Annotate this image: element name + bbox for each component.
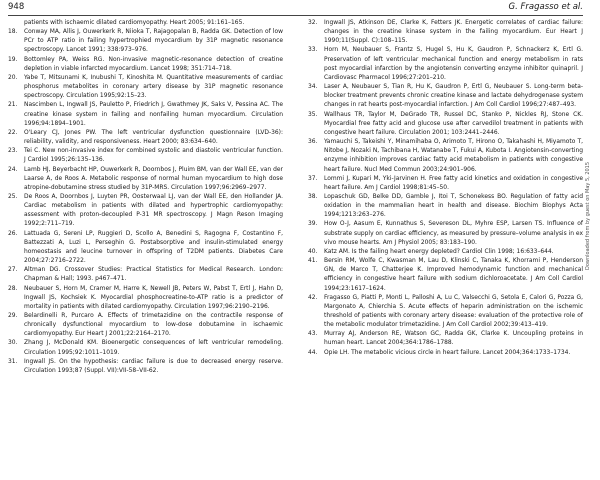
reference-text: Conway MA, Allis J, Ouwerkerk R, Niioka T, Rajagopalan B, Radda GK. Detection of low PCr to ATP ratio in failing hypertrophied myocardium by 31P magnetic resonance spectroscopy. Lancet 1991; 338:973–976. <box>24 28 283 54</box>
reference-number: 33. <box>308 46 318 54</box>
reference-text: Neubauer S, Horn M, Cramer M, Harre K, Newell JB, Peters W, Pabst T, Ertl J, Hahn D, Ingwall JS, Kochsiek K. Myocardial phosphocreatine-to-ATP ratio is a predictor of mortality in patients with dilated cardiomyopathy. Circulation 1997;96:2190–2196. <box>24 284 283 310</box>
reference-text: Yabe T, Mitsunami K, Inubushi T, Kinoshita M. Quantitative measurements of cardiac phosphorus metabolites in coronary artery disease by 31P magnetic resonance spectroscopy. Circulation 1995;92:15–23. <box>24 73 283 100</box>
reference-number: 31. <box>8 357 18 365</box>
reference-text: How O-J, Aasum E, Kunnathus S, Severeson DL, Myhre ESP, Larsen TS. Influence of substrate supply on cardiac efficiency, as measured by pressure–volume analysis in ex vivo mouse hearts. Am J Physiol 2005; 83:183–190. <box>324 220 583 246</box>
reference-text: Horn M, Neubauer S, Frantz S, Hugel S, Hu K, Gaudron P, Schnackerz K, Ertl G. Preservation of left ventricular mechanical function and energy metabolism in rats post myocardial infarction by the angiotensin converting enzyme inhibitor quinapril. J Cardiovasc Pharmacol 1996;27:201–210. <box>324 46 583 81</box>
reference-number: 36. <box>308 138 318 146</box>
reference-text: patients with ischaemic dilated cardiomyopathy. Heart 2005; 91:161–165. <box>24 19 245 26</box>
reference-number: 23. <box>8 147 18 155</box>
reference-number: 38. <box>308 192 318 200</box>
reference-text: Lopaschuk GD, Belke DD, Gamble J, Itoi T, Schonekess BO. Regulation of fatty acid oxidation in the mammalian heart in health and disease. Biochim Biophys Acta 1994;1213:263–276. <box>324 192 583 219</box>
reference-text: Altman DG. Crossover Studies: Practical Statistics for Medical Research. London: Chapman & Hall; 1993. p467–471. <box>24 266 283 283</box>
reference-text: Tei C. New non-invasive index for combined systolic and diastolic ventricular function. J Cardiol 1995;26:135–136. <box>24 147 283 164</box>
reference-entry <box>308 110 583 137</box>
reference-entry <box>308 293 583 330</box>
reference-number: 32. <box>308 19 318 26</box>
reference-number: 27. <box>8 266 18 274</box>
reference-number: 40. <box>308 247 318 255</box>
reference-entry <box>8 128 283 146</box>
reference-text: Laser A, Neubauer S, Tian R, Hu K, Gaudron P, Ertl G, Neubauer S. Long-term beta-blocker treatment prevents chronic creatine kinase and lactate dehydrogenase system changes in rat hearts post-myocardial infarction. J Am Coll Cardiol 1996;27:487–493. <box>324 83 583 109</box>
reference-text: Fragasso G, Piatti P, Monti L, Palloshi A, Lu C, Valsecchi G, Setola E, Calori G, Pozza G, Margonato A, Chierchia S. Acute effects of heparin administration on the ischemic threshold of patients with coronary artery disease: evaluation of the protective role of the metabolic modulator trimetazidine. J Am Coll Cardiol 2002;39:413–419. <box>324 293 583 329</box>
reference-number: 43. <box>308 330 318 338</box>
reference-text: Bottomley PA, Weiss RG. Non-invasive magnetic-resonance detection of creatine depletion in viable infarcted myocardium. Lancet 1998; 351:714–718. <box>24 55 283 72</box>
references-right-column <box>308 18 583 357</box>
reference-text: De Roos A, Doornbos J, Luyten PR, Oosterwaal LJ, van der Wall EE, den Hollander JA. Cardiac metabolism in patients with dilated and hypertrophic cardiomyopathy: assessment with proton-decoupled P-31 MR spectroscopy. J Magn Reson Imaging 1992;2:711–719. <box>24 192 283 228</box>
references-left-column <box>8 18 283 375</box>
page-number: 948 <box>8 2 25 12</box>
reference-text: Bersin RM, Wolfe C, Kwasman M, Lau D, Klinski C, Tanaka K, Khorrami P, Henderson GN, de Marco T, Chatterjee K. Improved hemodynamic function and mechanical efficiency in congestive heart failure with sodium dichloroacetate. J Am Coll Cardiol 1994;23:1617–1624. <box>324 257 583 292</box>
reference-text: Ingwall JS, Atkinson DE, Clarke K, Fetters JK. Energetic correlates of cardiac failure: changes in the creatine kinase system in the failing myocardium. Eur Heart J 1990;11(Suppl. C):108–115. <box>324 19 583 45</box>
reference-text: Zhang J, McDonald KM. Bioenergetic consequences of left ventricular remodeling. Circulation 1995;92:1011–1019. <box>24 339 283 356</box>
reference-text: Murray AJ, Anderson RE, Watson GC, Radda GK, Clarke K. Uncoupling proteins in human heart. Lancet 2004;364:1786–1788. <box>324 330 583 347</box>
reference-entry <box>308 219 583 246</box>
running-title: G. Fragasso et al. <box>508 2 583 12</box>
reference-number: 42. <box>308 293 318 301</box>
reference-number: 44. <box>308 348 318 356</box>
reference-number: 21. <box>8 101 18 109</box>
reference-text: Yamauchi S, Takeishi Y, Minamihaba O, Arimoto T, Hirono O, Takahashi H, Miyamoto T, Nitobe J, Nozaki N, Tachibana H, Watanabe T, Fukui A, Kubota I. Angiotensin-converting enzyme inhibition improves cardiac fatty acid metabolism in patients with congestive heart failure. Nucl Med Commun 2003;24:901–906. <box>324 138 583 173</box>
reference-entry <box>308 137 583 174</box>
reference-entry <box>308 45 583 82</box>
reference-entry <box>8 265 283 283</box>
reference-text: Belardinelli R, Purcaro A. Effects of trimetazidine on the contractile response of chronically dysfunctional myocardium to low-dose dobutamine in ischaemic cardiomyopathy. Eur Heart J 2001;22:2164–2170. <box>24 312 283 338</box>
reference-text: Lamb HJ, Beyerbacht HP, Ouwerkerk R, Doornbos J, Pluim BM, van der Wall EE, van der Laarse A, de Roos A. Metabolic response of normal human myocardium to high dose atropine-dobutamine stress studied by 31P-MRS. Circulation 1997;96:2969–2977. <box>24 165 283 191</box>
reference-entry <box>8 192 283 229</box>
reference-number: 39. <box>308 220 318 228</box>
reference-number: 34. <box>308 83 318 91</box>
reference-number: 26. <box>8 229 18 237</box>
reference-number: 28. <box>8 284 18 292</box>
reference-entry <box>308 18 583 45</box>
reference-number: 29. <box>8 312 18 319</box>
reference-number: 25. <box>8 192 18 200</box>
reference-number: 19. <box>8 55 18 63</box>
reference-entry <box>8 100 283 127</box>
header-rule <box>8 15 583 16</box>
reference-entry <box>308 256 583 293</box>
reference-text: Wallhaus TR, Taylor M, DeGrado TR, Russel DC, Stanko P, Nickles RJ, Stone CK. Myocardial free fatty acid and glucose use after carvedilol treatment in patients with congestive heart failure. Circulation 2001; 103:2441–2446. <box>324 110 583 136</box>
reference-number: 37. <box>308 174 318 182</box>
reference-entry <box>308 82 583 109</box>
reference-entry <box>308 348 583 357</box>
reference-entry <box>8 284 283 311</box>
reference-entry <box>308 329 583 347</box>
reference-number: 22. <box>8 128 18 136</box>
reference-entry <box>8 18 283 27</box>
reference-text: Katz AM. Is the failing heart energy depleted? Cardiol Clin 1998; 16:633–644. <box>324 247 554 255</box>
reference-entry <box>308 247 583 256</box>
reference-number: 35. <box>308 110 318 118</box>
reference-text: Lommi J, Kupari M, Yki-Jarvinen H. Free fatty acid kinetics and oxidation in congestive heart failure. Am J Cardiol 1998;81:45–50. <box>324 174 583 191</box>
reference-entry <box>8 165 283 192</box>
reference-entry <box>8 338 283 356</box>
reference-text: O'Leary CJ, Jones PW. The left ventricular dysfunction questionnaire (LVD-36): reliability, validity, and responsiveness. Heart 2000; 83:634–640. <box>24 128 283 146</box>
reference-entry <box>8 27 283 54</box>
reference-entry <box>8 357 283 375</box>
reference-text: Nascimben L, Ingwall JS, Pauletto P, Friedrich J, Gwathmey JK, Saks V, Pessina AC. The creatine kinase system in failing and nonfailing human myocardium. Circulation 1996;94:1894–1901. <box>24 101 283 127</box>
reference-text: Lattuada G, Sereni LP, Ruggieri D, Scollo A, Benedini S, Ragogna F, Costantino F, Battezzati A, Luzi L, Perseghin G. Postabsorptive and insulin-stimulated energy homeostasis and leucine turnover in offspring of T2DM patients. Diabetes Care 2004;27:2716–2722. <box>24 229 283 265</box>
reference-number: 20. <box>8 73 18 81</box>
reference-number: 30. <box>8 339 18 347</box>
reference-entry <box>8 311 283 338</box>
page-header <box>8 2 583 16</box>
reference-entry <box>8 73 283 100</box>
download-sidebar-note: Downloaded from by guest on May 5, 2015 <box>585 161 591 270</box>
reference-entry <box>308 174 583 192</box>
reference-entry <box>8 229 283 266</box>
reference-entry <box>8 146 283 164</box>
reference-text: Ingwall JS. On the hypothesis: cardiac failure is due to decreased energy reserve. Circulation 1993;87 (Suppl. VII):VII-58–VII-62. <box>24 357 283 374</box>
reference-number: 41. <box>308 257 318 265</box>
reference-entry <box>308 192 583 219</box>
reference-text: Opie LH. The metabolic vicious circle in heart failure. Lancet 2004;364:1733–1734. <box>324 348 571 356</box>
reference-entry <box>8 55 283 73</box>
reference-number: 18. <box>8 28 18 36</box>
reference-number: 24. <box>8 165 18 173</box>
